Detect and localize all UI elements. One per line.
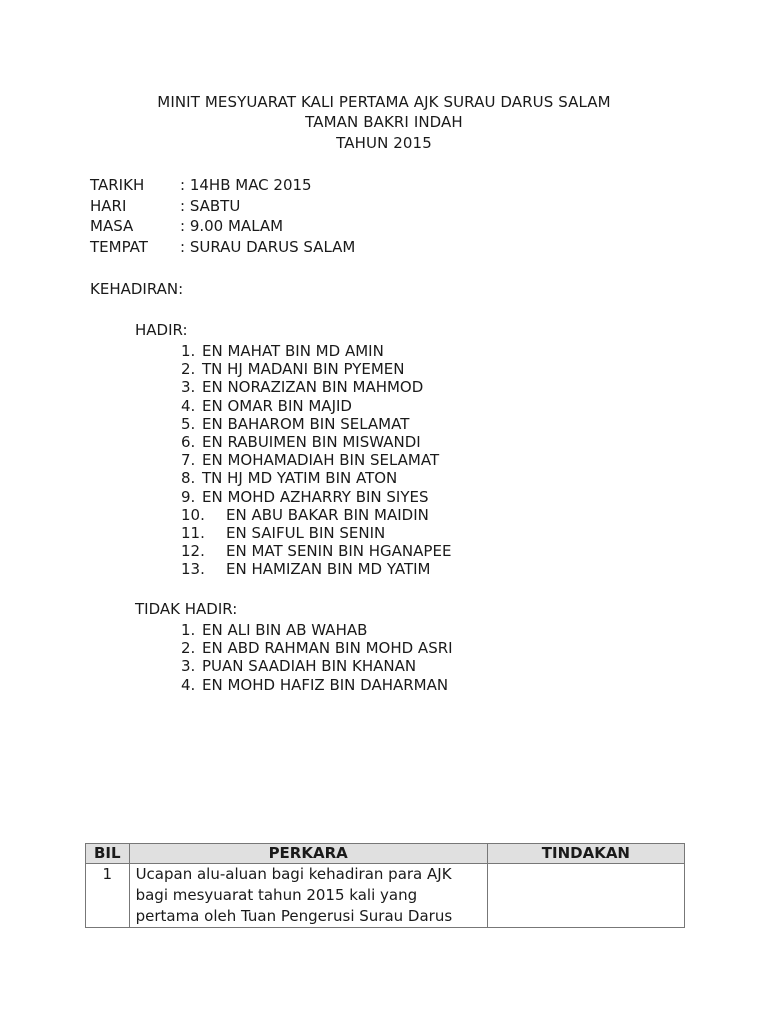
info-value: : SURAU DARUS SALAM — [180, 238, 356, 257]
info-value: : 9.00 MALAM — [180, 217, 284, 236]
list-item — [0, 415, 768, 433]
list-number: 12. — [181, 542, 205, 561]
info-key: MASA — [90, 217, 134, 236]
document-title-line3: TAHUN 2015 — [336, 134, 432, 152]
table-header-row — [86, 844, 685, 864]
list-number: 7. — [181, 451, 196, 470]
list-number: 3. — [181, 657, 196, 676]
cell-tindakan — [487, 864, 684, 928]
attendee-name: EN ABU BAKAR BIN MAIDIN — [226, 505, 429, 524]
attendee-name: EN MAT SENIN BIN HGANAPEE — [226, 542, 452, 561]
info-key: HARI — [90, 196, 127, 215]
tidak-hadir-list — [0, 621, 768, 694]
info-row-tempat — [90, 237, 355, 258]
attendee-name: EN OMAR BIN MAJID — [202, 396, 352, 415]
info-row-masa — [90, 216, 355, 237]
info-value: : SABTU — [180, 196, 241, 215]
list-item — [0, 542, 768, 560]
info-row-tarikh — [90, 175, 355, 196]
meeting-info — [90, 175, 355, 258]
column-header-tindakan: TINDAKAN — [487, 844, 684, 864]
cell-bil: 1 — [86, 864, 130, 928]
list-number: 8. — [181, 469, 196, 488]
list-number: 2. — [181, 360, 196, 379]
absentee-name: EN ALI BIN AB WAHAB — [202, 621, 368, 639]
info-row-hari — [90, 196, 355, 217]
list-item — [0, 378, 768, 396]
list-item — [0, 451, 768, 469]
tidak-hadir-heading: TIDAK HADIR: — [135, 600, 238, 618]
attendee-name: EN HAMIZAN BIN MD YATIM — [226, 560, 431, 579]
list-number: 5. — [181, 414, 196, 433]
attendee-name: TN HJ MD YATIM BIN ATON — [202, 469, 398, 488]
list-item — [0, 506, 768, 524]
list-number: 3. — [181, 378, 196, 397]
list-item — [0, 360, 768, 378]
list-item — [0, 560, 768, 578]
list-item — [0, 342, 768, 360]
list-number: 10. — [181, 505, 205, 524]
list-item — [0, 657, 768, 675]
kehadiran-heading: KEHADIRAN: — [90, 280, 184, 298]
hadir-heading: HADIR: — [135, 321, 188, 339]
attendee-name: EN SAIFUL BIN SENIN — [226, 523, 386, 542]
list-number: 4. — [181, 396, 196, 415]
attendee-name: EN MAHAT BIN MD AMIN — [202, 342, 384, 360]
list-number: 4. — [181, 675, 196, 694]
list-item — [0, 621, 768, 639]
info-key: TARIKH — [90, 176, 145, 194]
agenda-table — [85, 843, 685, 928]
list-number: 6. — [181, 432, 196, 451]
column-header-bil: BIL — [86, 844, 130, 864]
list-item — [0, 488, 768, 506]
list-item — [0, 639, 768, 657]
list-number: 1. — [181, 621, 196, 639]
list-number: 9. — [181, 487, 196, 506]
attendee-name: EN NORAZIZAN BIN MAHMOD — [202, 378, 424, 397]
hadir-list — [0, 342, 768, 578]
list-item — [0, 524, 768, 542]
attendee-name: EN RABUIMEN BIN MISWANDI — [202, 432, 421, 451]
info-key: TEMPAT — [90, 238, 148, 257]
attendee-name: EN MOHD AZHARRY BIN SIYES — [202, 487, 429, 506]
absentee-name: EN MOHD HAFIZ BIN DAHARMAN — [202, 675, 449, 694]
document-title-line1: MINIT MESYUARAT KALI PERTAMA AJK SURAU DARUS SALAM — [157, 93, 611, 111]
cell-perkara: Ucapan alu-aluan bagi kehadiran para AJK bagi mesyuarat tahun 2015 kali yang pertama oleh Tuan Pengerusi Surau Darus — [129, 864, 487, 928]
list-number: 13. — [181, 560, 205, 579]
attendee-name: EN BAHAROM BIN SELAMAT — [202, 414, 410, 433]
list-item — [0, 397, 768, 415]
absentee-name: EN ABD RAHMAN BIN MOHD ASRI — [202, 639, 453, 658]
table-row — [86, 864, 685, 928]
list-number: 11. — [181, 523, 205, 542]
list-number: 1. — [181, 342, 196, 360]
absentee-name: PUAN SAADIAH BIN KHANAN — [202, 657, 417, 676]
list-item — [0, 433, 768, 451]
column-header-perkara: PERKARA — [129, 844, 487, 864]
attendee-name: EN MOHAMADIAH BIN SELAMAT — [202, 451, 440, 470]
document-title-line2: TAMAN BAKRI INDAH — [305, 113, 463, 131]
info-value: : 14HB MAC 2015 — [180, 176, 312, 194]
list-item — [0, 676, 768, 694]
list-number: 2. — [181, 639, 196, 658]
attendee-name: TN HJ MADANI BIN PYEMEN — [202, 360, 405, 379]
list-item — [0, 469, 768, 487]
